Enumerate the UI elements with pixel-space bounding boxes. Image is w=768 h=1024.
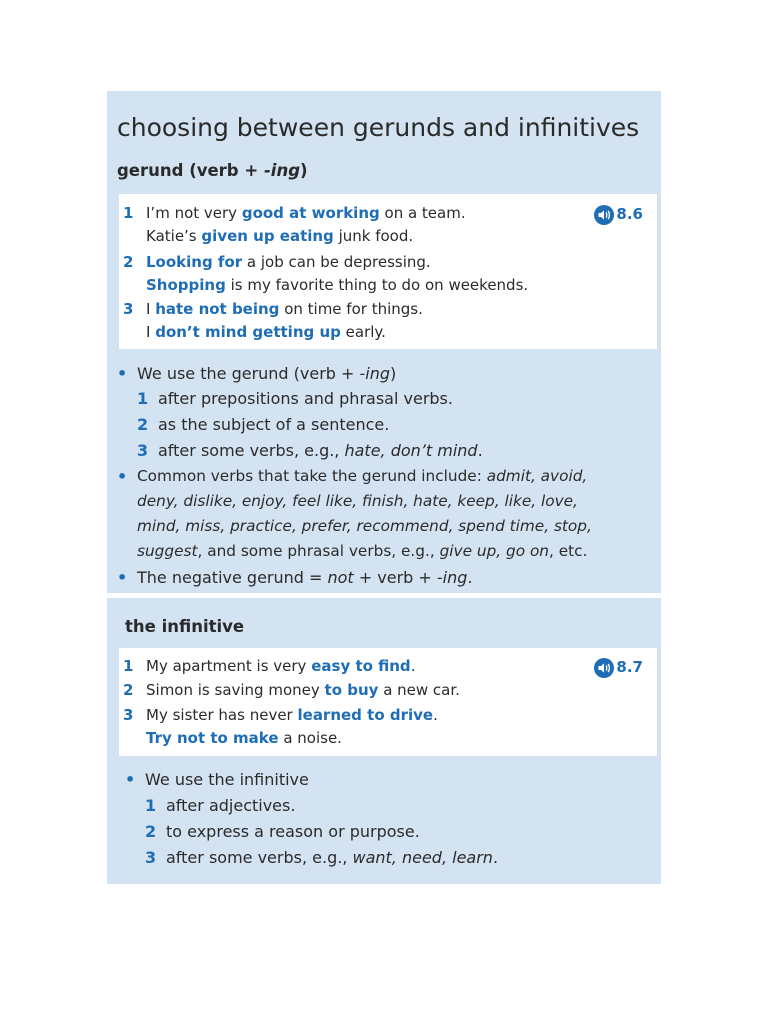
note-text: , etc.	[549, 542, 588, 560]
note-line	[107, 539, 661, 564]
gerund-heading-ing: -ing	[263, 161, 300, 180]
use-number: 1	[137, 389, 149, 408]
note-line	[107, 386, 661, 411]
note-italic: give up, go on	[439, 542, 549, 560]
audio-button-8-7[interactable]	[594, 656, 643, 678]
note-text: as the subject of a sentence.	[158, 415, 390, 434]
use-number: 2	[145, 822, 157, 841]
note-line	[107, 819, 661, 844]
note-line	[107, 412, 661, 437]
audio-button-8-6[interactable]	[594, 203, 643, 225]
note-text: )	[390, 364, 397, 383]
example-number: 3	[123, 300, 134, 318]
bullet-icon: •	[125, 770, 136, 789]
example-number: 1	[123, 657, 134, 675]
note-text: + verb +	[353, 568, 437, 587]
bullet-icon: •	[117, 568, 128, 587]
note-text: .	[492, 848, 499, 867]
infinitive-heading: the infinitive	[125, 617, 245, 636]
example-text: I	[146, 323, 156, 341]
example-highlight: easy to find	[311, 657, 411, 675]
note-italic: suggest	[137, 542, 198, 560]
example-highlight: to buy	[324, 681, 379, 699]
example-highlight: given up eating	[201, 227, 334, 245]
note-italic: deny, dislike, enjoy, feel like, finish, hate, keep, like, love,	[137, 492, 578, 510]
example-text: I’m not very	[146, 204, 242, 222]
note-text: after some verbs, e.g.,	[158, 441, 345, 460]
note-text: .	[477, 441, 483, 460]
example-text: on time for things.	[279, 300, 423, 318]
example-text: My sister has never	[146, 706, 298, 724]
example-text: a noise.	[278, 729, 342, 747]
note-italic: -ing	[436, 568, 468, 587]
note-line	[107, 845, 661, 870]
example-text: is my favorite thing to do on weekends.	[225, 276, 529, 294]
note-italic: -ing	[359, 364, 391, 383]
gerund-heading-end: )	[300, 161, 308, 180]
note-text: The negative gerund =	[137, 568, 328, 587]
note-italic: not	[327, 568, 354, 587]
example-text: junk food.	[333, 227, 414, 245]
note-text: after some verbs, e.g.,	[166, 848, 353, 867]
example-text: Katie’s	[146, 227, 202, 245]
note-italic: want, need, learn	[352, 848, 493, 867]
note-text: , and some phrasal verbs, e.g.,	[197, 542, 440, 560]
example-highlight: Looking for	[146, 253, 243, 271]
page-title: choosing between gerunds and infinitives	[117, 113, 640, 142]
use-number: 3	[145, 848, 157, 867]
note-line	[107, 489, 661, 514]
example-text: .	[433, 706, 438, 724]
example-highlight: good at working	[241, 204, 380, 222]
note-text: Common verbs that take the gerund include:	[137, 467, 487, 485]
audio-speaker-icon	[594, 205, 614, 225]
gerund-heading	[117, 161, 308, 180]
gerund-panel	[107, 91, 661, 593]
use-number: 1	[145, 796, 157, 815]
example-highlight: Shopping	[146, 276, 226, 294]
note-italic: admit, avoid,	[486, 467, 588, 485]
note-text: .	[467, 568, 473, 587]
note-line	[107, 767, 661, 792]
example-highlight: hate not being	[155, 300, 280, 318]
audio-speaker-icon	[594, 658, 614, 678]
example-number: 2	[123, 253, 134, 271]
example-number: 2	[123, 681, 134, 699]
use-number: 3	[137, 441, 149, 460]
example-text: I	[146, 300, 156, 318]
bullet-icon: •	[117, 467, 128, 486]
example-text: a job can be depressing.	[242, 253, 431, 271]
gerund-heading-text: gerund (verb +	[117, 161, 264, 180]
note-line	[107, 565, 661, 590]
example-text: early.	[340, 323, 386, 341]
infinitive-panel	[107, 598, 661, 884]
example-number: 1	[123, 204, 134, 222]
example-text: a new car.	[378, 681, 460, 699]
note-text: after adjectives.	[166, 796, 296, 815]
gerund-examples-box	[119, 194, 657, 349]
bullet-icon: •	[117, 364, 128, 383]
use-number: 2	[137, 415, 149, 434]
note-line	[107, 438, 661, 463]
example-highlight: don’t mind getting up	[155, 323, 341, 341]
note-text: We use the gerund (verb +	[137, 364, 360, 383]
note-line	[107, 793, 661, 818]
example-text: .	[410, 657, 416, 675]
note-text: to express a reason or purpose.	[166, 822, 420, 841]
note-italic: hate, don’t mind	[344, 441, 478, 460]
example-highlight: learned to drive	[297, 706, 434, 724]
example-text: Simon is saving money	[146, 681, 325, 699]
note-italic: mind, miss, practice, prefer, recommend, spend time, stop,	[137, 517, 592, 535]
example-number: 3	[123, 706, 134, 724]
audio-track-label: 8.7	[616, 658, 643, 676]
example-text: My apartment is very	[146, 657, 312, 675]
example-highlight: Try not to make	[146, 729, 279, 747]
infinitive-examples-box	[119, 648, 657, 756]
example-text: on a team.	[379, 204, 466, 222]
note-line	[107, 464, 661, 489]
audio-track-label: 8.6	[616, 205, 643, 223]
note-text: after prepositions and phrasal verbs.	[158, 389, 453, 408]
note-line	[107, 361, 661, 386]
note-line	[107, 514, 661, 539]
note-text: We use the infinitive	[145, 770, 309, 789]
